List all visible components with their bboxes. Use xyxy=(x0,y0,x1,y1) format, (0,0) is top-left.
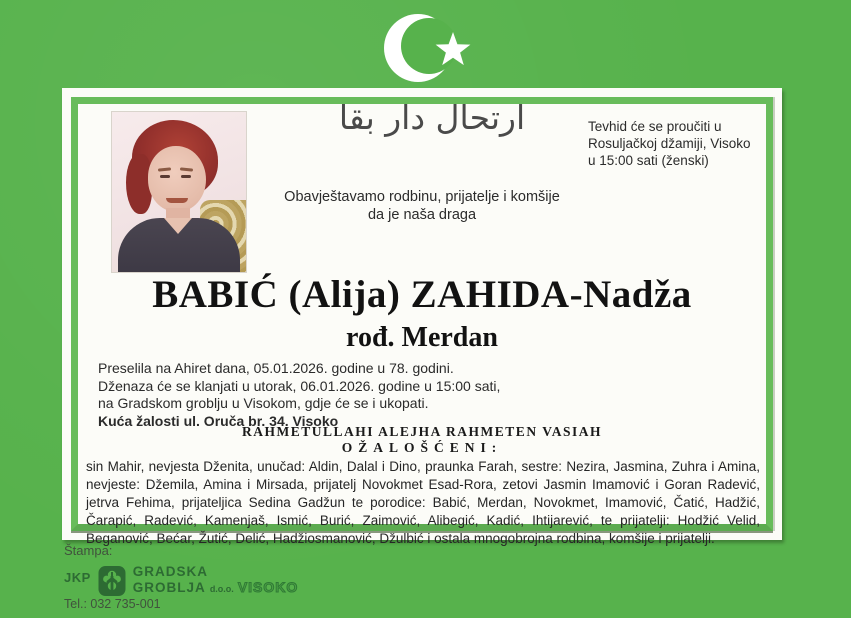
jkp-label: JKP xyxy=(64,570,91,585)
mourners-list: sin Mahir, nevjesta Dženita, unučad: Aldin, Dalal i Dino, praunka Farah, sestre: Nezira, Jasmina, Zuhra i Amina, nevjeste: Džemila, Amina i Mirsada, prijatelj Novokmet Esad-Rora, zetovi Jasmin Imamović i Goran Radević, jetrva Fehima, prijateljica Sedina Gadžun te porodice: Babić, Merdan, Novokmet, Imamović, Čatić, Hadžić, Čarapić, Radević, Kamenjaš, Ismić, Burić, Zaimović, Alibegić, Kadić, Ihtijarević, te prijatelji: Hodžić Velid, Beganović, Bećar, Žutić, Delić, Hadžiosmanović, Džulbić i ostala mnogobrojna rodbina, komšije i prijatelji. xyxy=(86,459,760,546)
crescent-star-icon xyxy=(378,6,482,90)
company-doo: d.o.o. xyxy=(209,584,234,594)
tree-logo-icon xyxy=(97,564,127,598)
announcement-line: da je naša draga xyxy=(367,207,477,223)
tevhid-line: Rosuljačkoj džamiji, Visoko xyxy=(588,136,751,151)
deceased-name: BABIĆ (Alija) ZAHIDA-Nadža xyxy=(152,273,692,316)
details-line: Dženaza će se klanjati u utorak, 06.01.2026. godine u 15:00 sati, xyxy=(98,377,501,394)
company-name-line2: GROBLJA xyxy=(132,580,206,595)
details-line: Preselila na Ahiret dana, 05.01.2026. godine u 78. godini. xyxy=(98,360,454,376)
announcement-line: Obavještavamo rodbinu, prijatelje i komšije xyxy=(284,189,560,205)
obituary-card xyxy=(62,88,782,546)
details-line: na Gradskom groblju u Visokom, gdje će se i ukopati. xyxy=(98,395,429,411)
print-label: Štampa: xyxy=(64,543,113,558)
tevhid-line: u 15:00 sati (ženski) xyxy=(588,153,709,168)
tevhid-line: Tevhid će se proučiti u xyxy=(588,119,722,134)
printer-company xyxy=(133,564,298,595)
rahmet-line: RAHMETULLAHI ALEJHA RAHMETEN VASIAH xyxy=(242,424,602,439)
mourners-heading: OŽALOŠĆENI: xyxy=(341,440,503,455)
printer-logo-row xyxy=(64,562,298,598)
announcement xyxy=(212,188,632,224)
funeral-details xyxy=(98,360,658,430)
company-city: VISOKO xyxy=(237,579,299,595)
arabic-calligraphy: ارتحال دار بقا xyxy=(338,98,526,137)
house-of-mourning: Kuća žalosti ul. Oruča br. 34. Visoko xyxy=(98,412,339,429)
deceased-maiden-name: rođ. Merdan xyxy=(346,322,498,353)
company-name-line1: GRADSKA xyxy=(132,564,209,579)
printer-phone: Tel.: 032 735-001 xyxy=(64,597,161,611)
tevhid-note xyxy=(588,118,764,169)
